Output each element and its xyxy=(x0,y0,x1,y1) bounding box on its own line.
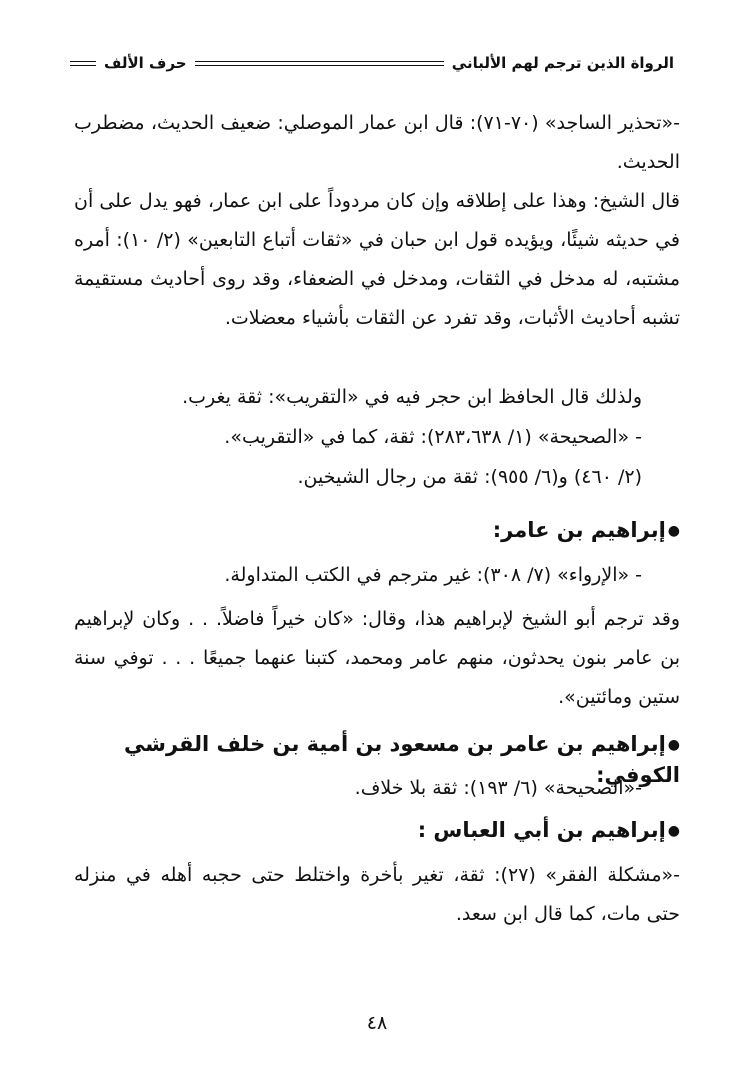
paragraph-sahiha-1: - «الصحيحة» (١/ ٢٨٣،٦٣٨): ثقة، كما في «التقريب». xyxy=(224,426,642,448)
narrator-heading xyxy=(60,515,680,546)
book-title: الرواة الذين ترجم لهم الألباني xyxy=(451,54,674,72)
paragraph-tahdhir: -«تحذير الساجد» (٧٠-٧١): قال ابن عمار الموصلي: ضعيف الحديث، مضطرب الحديث. xyxy=(74,112,681,173)
paragraph-abu-sheikh: وقد ترجم أبو الشيخ لإبراهيم هذا، وقال: «كان خيراً فاضلاً. . . وكان لإبراهيم بن عامر بنون يحدثون، منهم عامر ومحمد، كتبنا عنهما جميعًا . . . توفي سنة ستين ومائتين». xyxy=(74,608,680,708)
header-rule xyxy=(195,61,444,66)
header-rule-short xyxy=(70,61,96,66)
chapter-title: حرف الألف xyxy=(104,54,187,72)
paragraph-sheikh-comment: قال الشيخ: وهذا على إطلاقه وإن كان مردوداً على ابن عمار، فهو يدل على أن في حديثه شيئًا، ويؤيده قول ابن حبان في «ثقات أتباع التابعين» (٢/ ١٠): أمره مشتبه، له مدخل في الثقات، ومدخل في الضعفاء، وقد روى أحاديث مستقيمة تشبه أحاديث الأثبات، وقد تفرد عن الثقات بأشياء معضلات. xyxy=(74,190,680,329)
paragraph-sahiha-3: -«الصحيحة» (٦/ ١٩٣): ثقة بلا خلاف. xyxy=(354,777,642,799)
narrator-heading xyxy=(60,815,680,846)
bullet-icon: ● xyxy=(667,823,680,839)
bullet-icon: ● xyxy=(667,523,680,539)
page-number: ٤٨ xyxy=(366,1012,388,1034)
narrator-name: إبراهيم بن عامر بن مسعود بن أمية بن خلف القرشي الكوفي: xyxy=(124,732,680,787)
narrator-name: إبراهيم بن عامر: xyxy=(492,518,666,542)
running-header xyxy=(70,50,674,76)
paragraph-sahiha-2: (٢/ ٤٦٠) و(٦/ ٩٥٥): ثقة من رجال الشيخين. xyxy=(297,466,642,488)
paragraph-irwa: - «الإرواء» (٧/ ٣٠٨): غير مترجم في الكتب المتداولة. xyxy=(224,564,642,586)
bullet-icon: ● xyxy=(667,737,680,753)
paragraph-taqrib: ولذلك قال الحافظ ابن حجر فيه في «التقريب»: ثقة يغرب. xyxy=(182,386,642,408)
narrator-name: إبراهيم بن أبي العباس : xyxy=(417,818,666,842)
paragraph-mushkilat: -«مشكلة الفقر» (٢٧): ثقة، تغير بأخرة واختلط حتى حجبه أهله في منزله حتى مات، كما قال ابن سعد. xyxy=(74,864,681,925)
